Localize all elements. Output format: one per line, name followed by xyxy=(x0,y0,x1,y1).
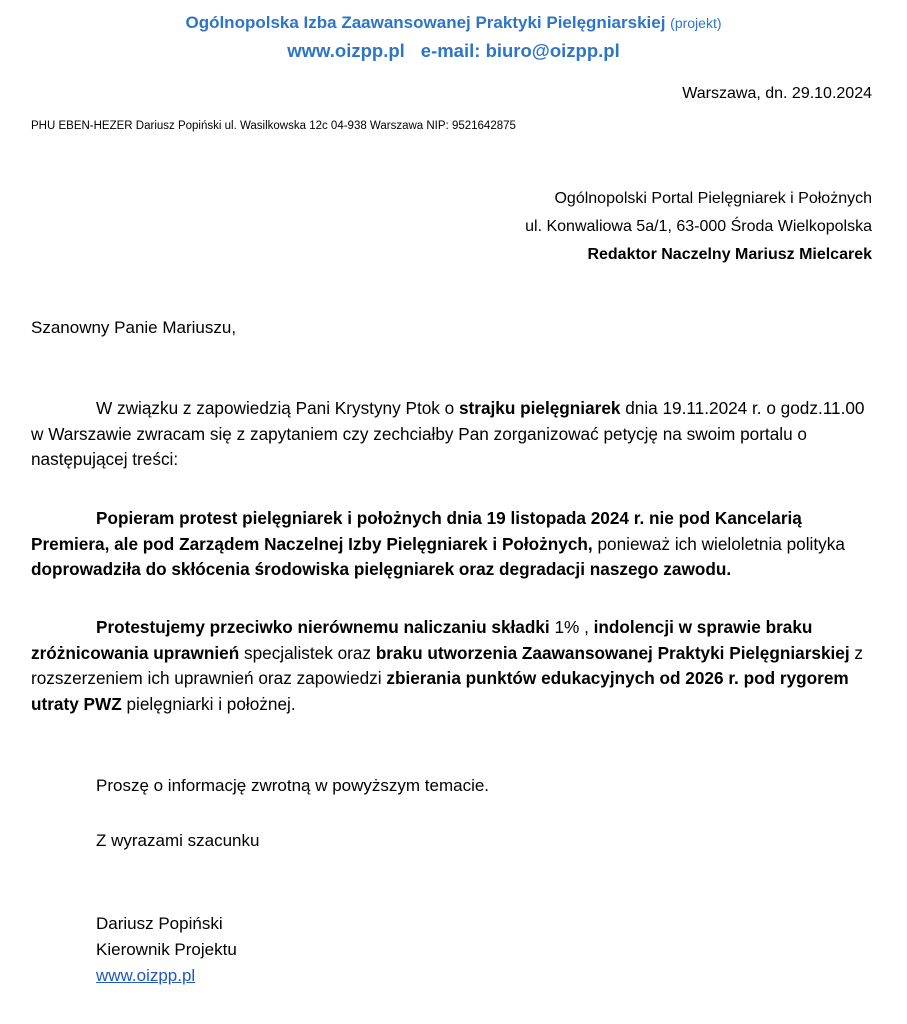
closing-request: Proszę o informację zwrotną w powyższym temacie. xyxy=(96,776,490,795)
paragraph-3 xyxy=(31,615,877,717)
signature-block xyxy=(96,911,237,989)
p3-text-3: z rozszerzeniem ich uprawnień oraz zapowiedzi xyxy=(31,642,863,688)
p1-bold-1: strajku pielęgniarek xyxy=(459,398,621,418)
header-email-label: e-mail: xyxy=(420,40,481,61)
p3-bold-2: indolencji w sprawie braku zróżnicowania uprawnień xyxy=(31,617,813,663)
letterhead-contact xyxy=(0,40,907,62)
recipient-line-1: Ogólnopolski Portal Pielęgniarek i Położnych xyxy=(554,190,872,207)
p3-text-2: specjalistek oraz xyxy=(239,642,376,663)
org-note: (projekt) xyxy=(670,15,722,31)
salutation: Szanowny Panie Mariuszu, xyxy=(31,318,237,337)
header-website[interactable]: www.oizpp.pl xyxy=(287,40,405,61)
letterhead-title xyxy=(0,13,907,33)
date-line: Warszawa, dn. 29.10.2024 xyxy=(682,85,872,102)
closing-regards: Z wyrazami szacunku xyxy=(96,831,260,850)
header-email[interactable]: biuro@oizpp.pl xyxy=(485,40,620,61)
p3-text-1: 1% , xyxy=(549,617,594,637)
company-line: PHU EBEN-HEZER Dariusz Popiński ul. Wasilkowska 12c 04-938 Warszawa NIP: 9521642875 xyxy=(31,120,516,132)
p3-bold-3: braku utworzenia Zaawansowanej Praktyki Pielęgniarskiej xyxy=(375,642,850,663)
signature-title: Kierownik Projektu xyxy=(96,940,237,959)
signature-name: Dariusz Popiński xyxy=(96,914,223,933)
p3-bold-4: zbierania punktów edukacyjnych od 2026 r. pod rygorem utraty PWZ xyxy=(31,668,849,714)
p3-bold-1: Protestujemy przeciwko nierównemu naliczaniu składki xyxy=(96,617,550,637)
paragraph-2 xyxy=(31,506,877,583)
p1-text-2: dnia 19.11.2024 r. o godz.11.00 w Warszawie zwracam się z zapytaniem czy zechciałby Pan zorganizować petycję na swoim portalu o następującej treści: xyxy=(31,398,865,469)
signature-link[interactable]: www.oizpp.pl xyxy=(96,966,196,985)
p2-bold-1: Popieram protest pielęgniarek i położnych dnia 19 listopada 2024 r. nie pod Kancelarią Premiera, ale pod Zarządem Naczelnej Izby Pielęgniarek i Położnych, xyxy=(31,508,802,554)
recipient-line-2: ul. Konwaliowa 5a/1, 63-000 Środa Wielkopolska xyxy=(525,218,872,235)
p2-bold-2: doprowadziła do skłócenia środowiska pielęgniarek oraz degradacji naszego zawodu. xyxy=(31,559,732,579)
p1-text-1: W związku z zapowiedzią Pani Krystyny Ptok o xyxy=(96,398,459,418)
p2-text-1: ponieważ ich wieloletnia polityka xyxy=(592,533,845,554)
paragraph-1 xyxy=(31,396,877,473)
recipient-block xyxy=(525,185,872,269)
recipient-line-3: Redaktor Naczelny Mariusz Mielcarek xyxy=(587,246,872,263)
p3-text-4: pielęgniarki i położnej. xyxy=(121,693,296,714)
org-name: Ogólnopolska Izba Zaawansowanej Praktyki Pielęgniarskiej xyxy=(185,13,666,32)
